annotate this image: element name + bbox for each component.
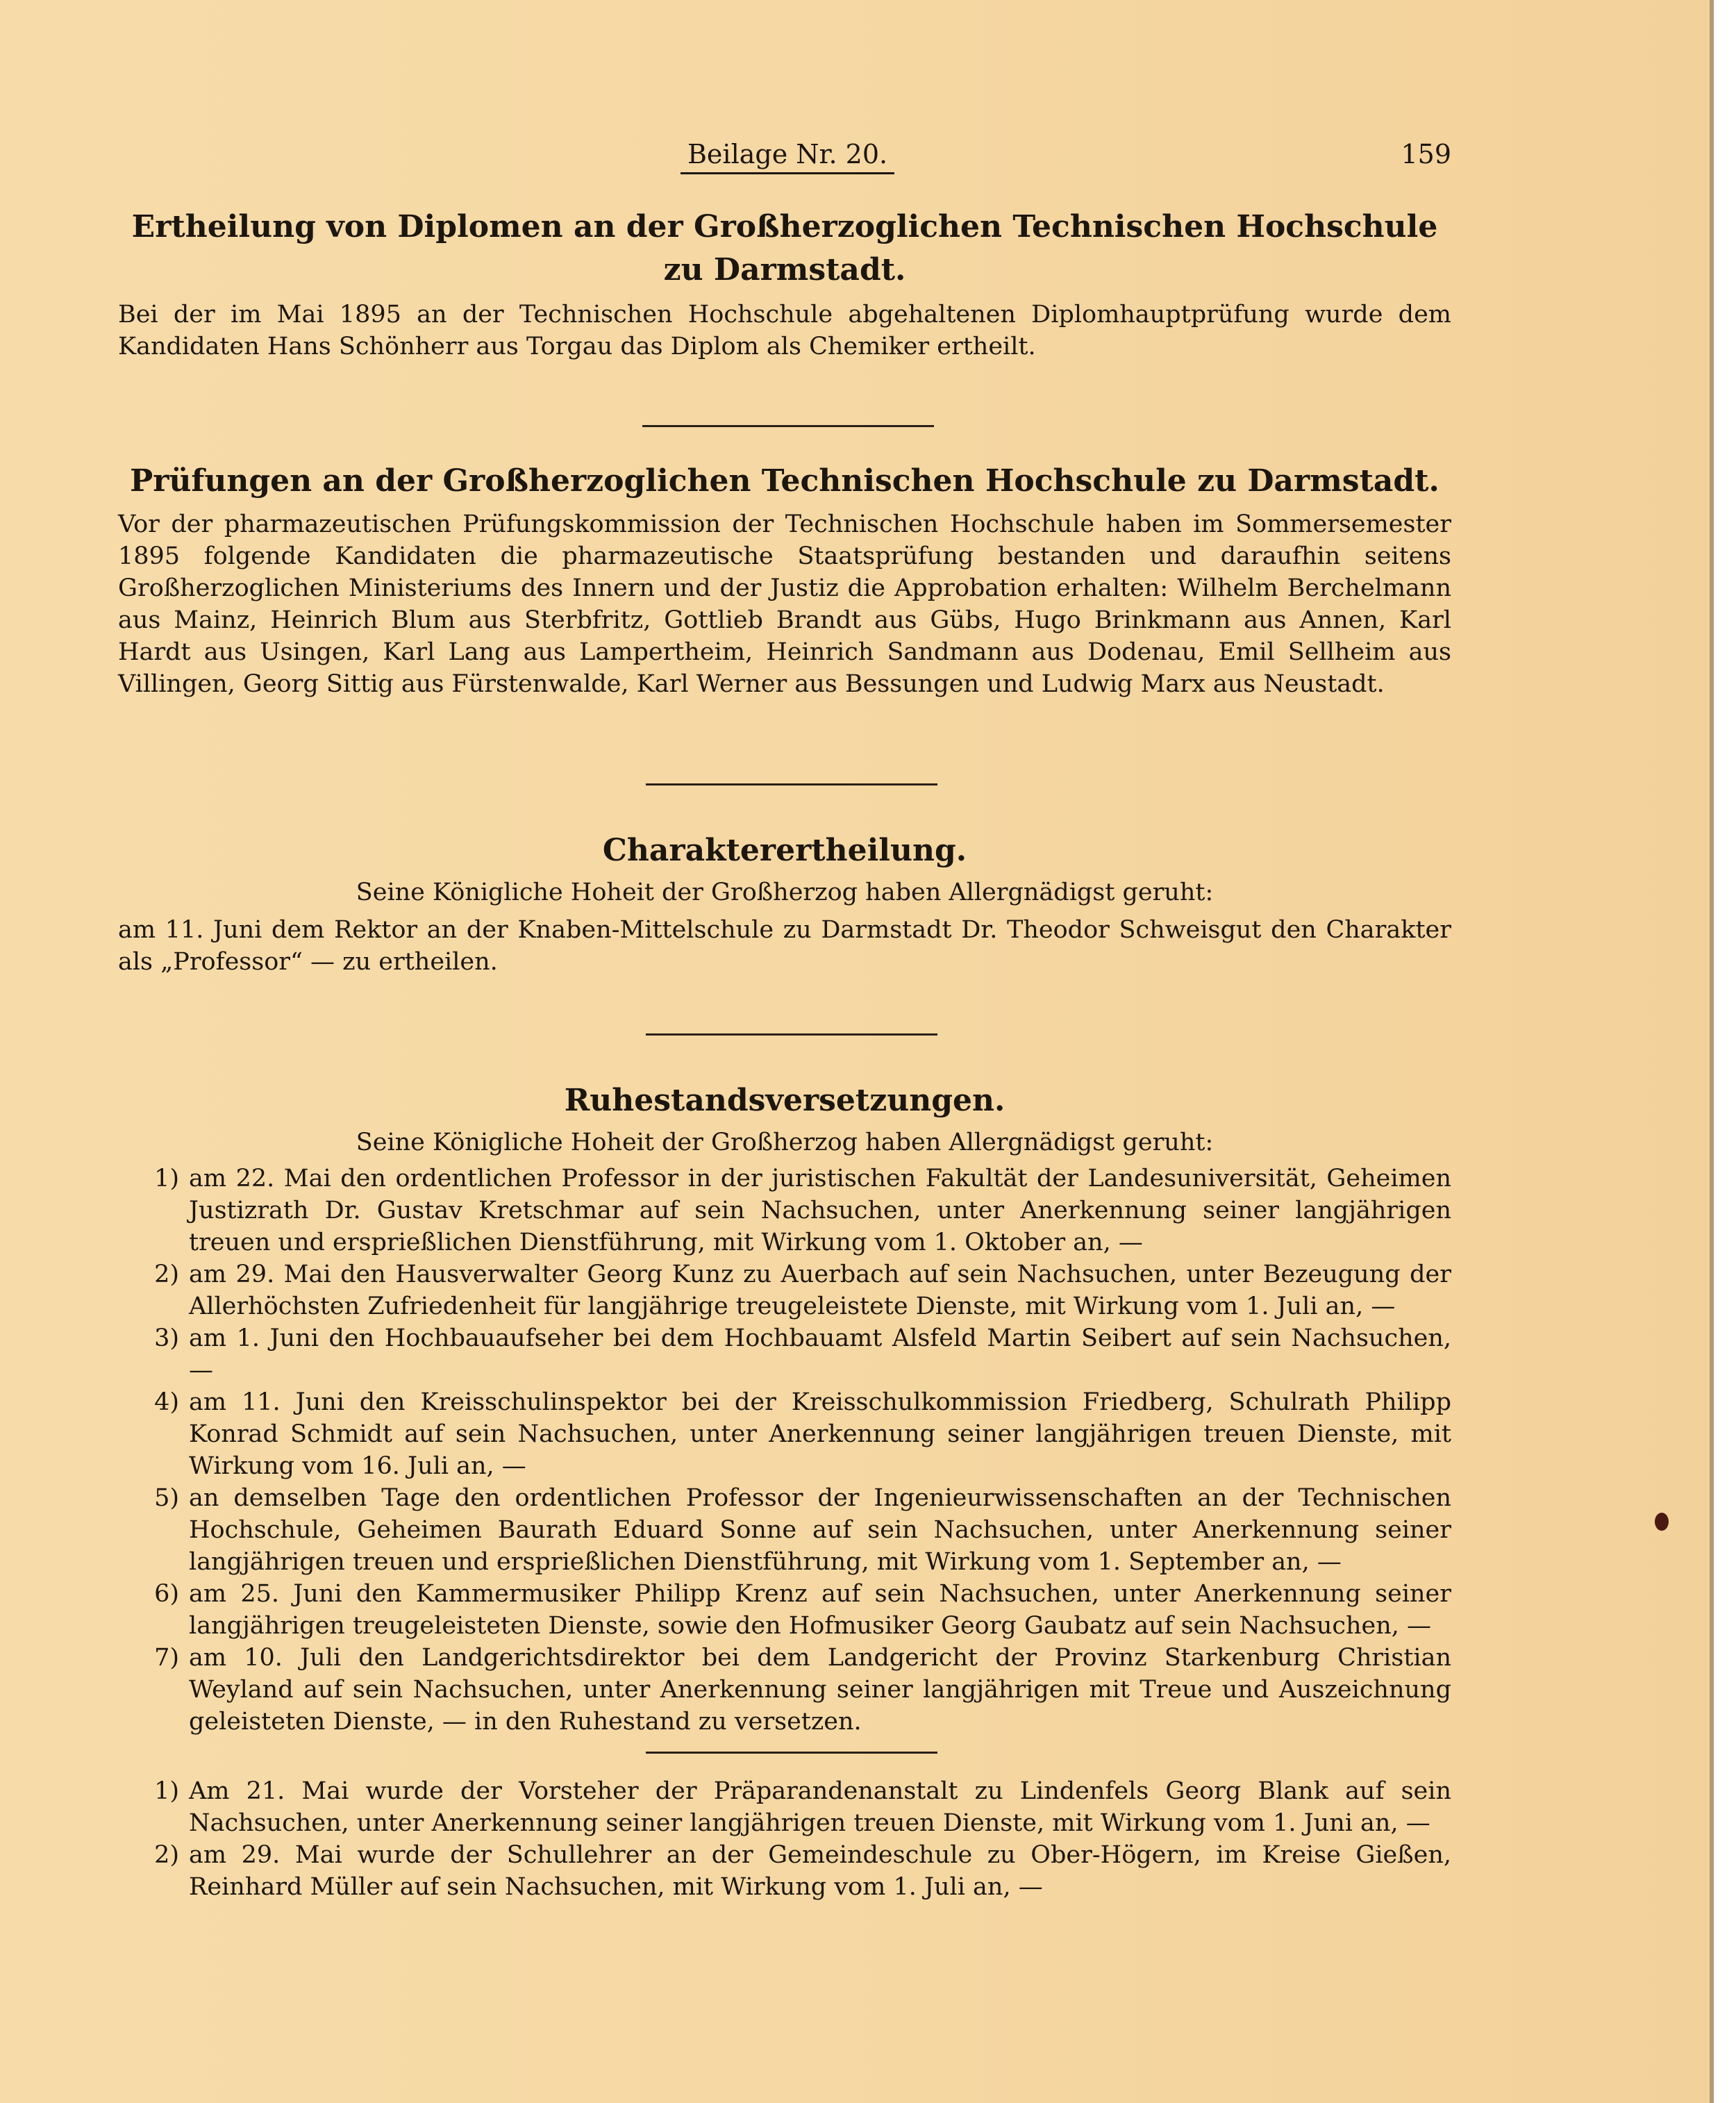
- item-number: 1): [154, 1165, 179, 1192]
- item-text: am 22. Mai den ordentlichen Professor in der juristischen Fakultät der Landesuniversität, Geheimen Justizrath Dr. Gustav Kretschmar auf sein Nachsuchen, unter Anerkennung seiner langjährigen treuen und ersprießlichen Dienstführung, mit Wirkung vom 1. Oktober an, —: [189, 1165, 1451, 1256]
- item-text: am 11. Juni den Kreisschulinspektor bei der Kreisschulkommission Friedberg, Schulrath Philipp Konrad Schmidt auf sein Nachsuchen, unter Anerkennung seiner langjährigen treuen Dienste, mit Wirkung vom 16. Juli an, —: [189, 1388, 1451, 1480]
- item-number: 1): [154, 1777, 179, 1805]
- list-item: [118, 1258, 1451, 1322]
- supplement-label: Beilage Nr. 20.: [681, 139, 894, 174]
- list-item: [118, 1642, 1451, 1738]
- divider: [646, 1752, 937, 1754]
- section-character-title: Charakterertheilung.: [602, 833, 967, 868]
- section-retirements: [118, 1079, 1451, 1738]
- section-diplomas: [118, 206, 1451, 363]
- section-character-body: am 11. Juni dem Rektor an der Knaben-Mittelschule zu Darmstadt Dr. Theodor Schweisgut den Charakter als „Professor“ — zu ertheilen.: [118, 916, 1451, 976]
- item-text: am 29. Mai wurde der Schullehrer an der Gemeindeschule zu Ober-Högern, im Kreise Gießen, Reinhard Müller auf sein Nachsuchen, mit Wirkung vom 1. Juli an, —: [189, 1841, 1451, 1901]
- section-exams-title: Prüfungen an der Großherzoglichen Technischen Hochschule zu Darmstadt.: [130, 463, 1439, 499]
- section-diplomas-title-line1: Ertheilung von Diplomen an der Großherzoglichen Technischen Hochschule: [131, 209, 1438, 244]
- list-item: [118, 1839, 1451, 1903]
- ink-spot: [1655, 1513, 1669, 1531]
- item-number: 2): [154, 1841, 179, 1869]
- item-text: am 1. Juni den Hochbauaufseher bei dem Hochbauamt Alsfeld Martin Seibert auf sein Nachsuchen, —: [189, 1324, 1451, 1384]
- list-item: [118, 1482, 1451, 1578]
- divider: [646, 783, 937, 785]
- item-text: Am 21. Mai wurde der Vorsteher der Präparandenanstalt zu Lindenfels Georg Blank auf sein Nachsuchen, unter Anerkennung seiner langjährigen treuen Dienste, mit Wirkung vom 1. Juni an, —: [189, 1777, 1451, 1837]
- scan-margin: [1710, 0, 1736, 2103]
- section-character: [118, 829, 1451, 978]
- section-exams-body: Vor der pharmazeutischen Prüfungskommission der Technischen Hochschule haben im Sommersemester 1895 folgende Kandidaten die pharmazeutische Staatsprüfung bestanden und daraufhin seitens Großherzoglichen Ministeriums des Innern und der Justiz die Approbation erhalten: Wilhelm Berchelmann aus Mainz, Heinrich Blum aus Sterbfritz, Gottlieb Brandt aus Gübs, Hugo Brinkmann aus Annen, Karl Hardt aus Usingen, Karl Lang aus Lampertheim, Heinrich Sandmann aus Dodenau, Emil Sellheim aus Villingen, Georg Sittig aus Fürstenwalde, Karl Werner aus Bessungen und Ludwig Marx aus Neustadt.: [118, 510, 1451, 698]
- item-text: an demselben Tage den ordentlichen Professor der Ingenieurwissenschaften an der Technischen Hochschule, Geheimen Baurath Eduard Sonne auf sein Nachsuchen, unter Anerkennung seiner langjährigen treuen und ersprießlichen Dienstführung, mit Wirkung vom 1. September an, —: [189, 1484, 1451, 1576]
- page-number: 159: [1401, 139, 1451, 169]
- item-number: 2): [154, 1261, 179, 1288]
- list-item: [118, 1775, 1451, 1839]
- item-text: am 10. Juli den Landgerichtsdirektor bei dem Landgericht der Provinz Starkenburg Christian Weyland auf sein Nachsuchen, unter Anerkennung seiner langjährigen mit Treue und Auszeichnung geleisteten Dienste, — in den Ruhestand zu versetzen.: [189, 1644, 1451, 1736]
- divider: [646, 1033, 937, 1036]
- item-text: am 29. Mai den Hausverwalter Georg Kunz zu Auerbach auf sein Nachsuchen, unter Bezeugung der Allerhöchsten Zufriedenheit für langjährige treugeleistete Dienste, mit Wirkung vom 1. Juli an, —: [189, 1261, 1451, 1320]
- list-item: [118, 1163, 1451, 1258]
- section-diplomas-title-line2: zu Darmstadt.: [663, 252, 906, 288]
- item-number: 7): [154, 1644, 179, 1672]
- list-item: [118, 1386, 1451, 1482]
- section-retirements-title: Ruhestandsversetzungen.: [564, 1083, 1005, 1118]
- item-number: 4): [154, 1388, 179, 1416]
- section-exams: [118, 460, 1451, 700]
- section-diplomas-body: Bei der im Mai 1895 an der Technischen Hochschule abgehaltenen Diplomhauptprüfung wurde dem Kandidaten Hans Schönherr aus Torgau das Diplom als Chemiker ertheilt.: [118, 301, 1451, 360]
- section-retirements-intro: Seine Königliche Hoheit der Großherzog haben Allergnädigst geruht:: [356, 1129, 1214, 1156]
- list-item: [118, 1322, 1451, 1386]
- divider: [642, 425, 934, 427]
- item-text: am 25. Juni den Kammermusiker Philipp Krenz auf sein Nachsuchen, unter Anerkennung seiner langjährigen treugeleisteten Dienste, sowie den Hofmusiker Georg Gaubatz auf sein Nachsuchen, —: [189, 1580, 1451, 1640]
- list-item: [118, 1578, 1451, 1642]
- page-header: [118, 139, 1451, 181]
- section-teachers-retirements: [118, 1775, 1451, 1903]
- item-number: 6): [154, 1580, 179, 1608]
- item-number: 5): [154, 1484, 179, 1512]
- item-number: 3): [154, 1324, 179, 1352]
- section-character-intro: Seine Königliche Hoheit der Großherzog haben Allergnädigst geruht:: [356, 879, 1214, 906]
